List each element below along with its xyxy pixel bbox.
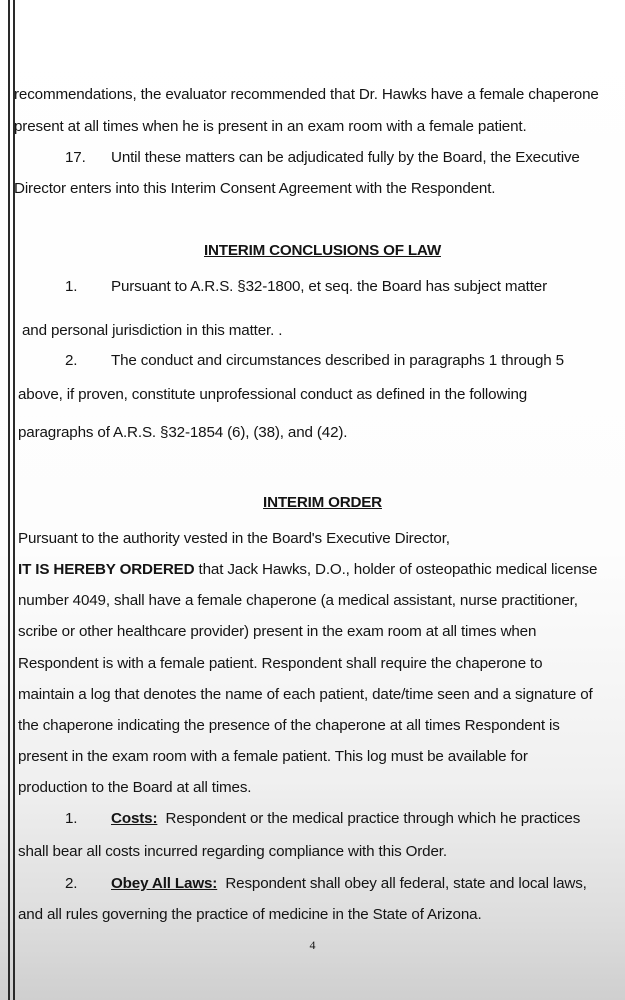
order-body-line-4: maintain a log that denotes the name of each patient, date/time seen and a signature of [18,686,593,703]
order-item-1-number: 1. [65,810,78,827]
order-item-1-title: Costs: [111,810,158,827]
para-17-number: 17. [65,149,86,166]
conclusion-1-line-2: and personal jurisdiction in this matter. . [22,322,283,339]
page-number: 4 [309,938,316,952]
conclusion-1-number: 1. [65,278,78,295]
ordered-rest: that Jack Hawks, D.O., holder of osteopathic medical license [194,561,598,578]
intro-line-2: present at all times when he is present in an exam room with a female patient. [14,118,527,135]
order-item-1-text: Respondent or the medical practice through which he practices [157,810,581,827]
order-body-line-1: number 4049, shall have a female chaperone (a medical assistant, nurse practitioner, [18,592,578,609]
order-item-1-line-1 [65,810,580,828]
order-body-line-2: scribe or other healthcare provider) present in the exam room at all times when [18,623,537,640]
order-ordered-line [18,561,597,579]
conclusion-1-text: Pursuant to A.R.S. §32-1800, et seq. the Board has subject matter [111,278,548,295]
conclusion-1-line-1 [65,278,547,296]
para-17-text: Until these matters can be adjudicated fully by the Board, the Executive [111,149,580,166]
conclusion-2-line-2: above, if proven, constitute unprofessional conduct as defined in the following [18,386,528,403]
conclusion-2-number: 2. [65,352,78,369]
order-item-2-text: Respondent shall obey all federal, state and local laws, [217,875,587,892]
order-item-2-line-2: and all rules governing the practice of medicine in the State of Arizona. [18,906,482,923]
order-item-1-line-2: shall bear all costs incurred regarding compliance with this Order. [18,843,447,860]
order-body-line-6: present in the exam room with a female patient. This log must be available for [18,748,528,765]
ordered-bold: IT IS HEREBY ORDERED [18,561,195,578]
intro-line-1: recommendations, the evaluator recommended that Dr. Hawks have a female chaperone [14,86,599,103]
para-17-line-1 [65,149,580,167]
order-item-2-number: 2. [65,875,78,892]
conclusion-2-text: The conduct and circumstances described in paragraphs 1 through 5 [111,352,564,369]
order-preamble: Pursuant to the authority vested in the Board's Executive Director, [18,530,450,547]
order-item-2-line-1 [65,875,587,893]
conclusions-heading: INTERIM CONCLUSIONS OF LAW [204,242,441,259]
order-body-line-7: production to the Board at all times. [18,779,252,796]
order-heading: INTERIM ORDER [263,494,382,511]
para-17-line-2: Director enters into this Interim Consent Agreement with the Respondent. [14,180,496,197]
order-body-line-5: the chaperone indicating the presence of the chaperone at all times Respondent is [18,717,560,734]
conclusion-2-line-3: paragraphs of A.R.S. §32-1854 (6), (38), and (42). [18,424,348,441]
order-body-line-3: Respondent is with a female patient. Respondent shall require the chaperone to [18,655,543,672]
conclusion-2-line-1 [65,352,564,370]
order-item-2-title: Obey All Laws: [111,875,218,892]
